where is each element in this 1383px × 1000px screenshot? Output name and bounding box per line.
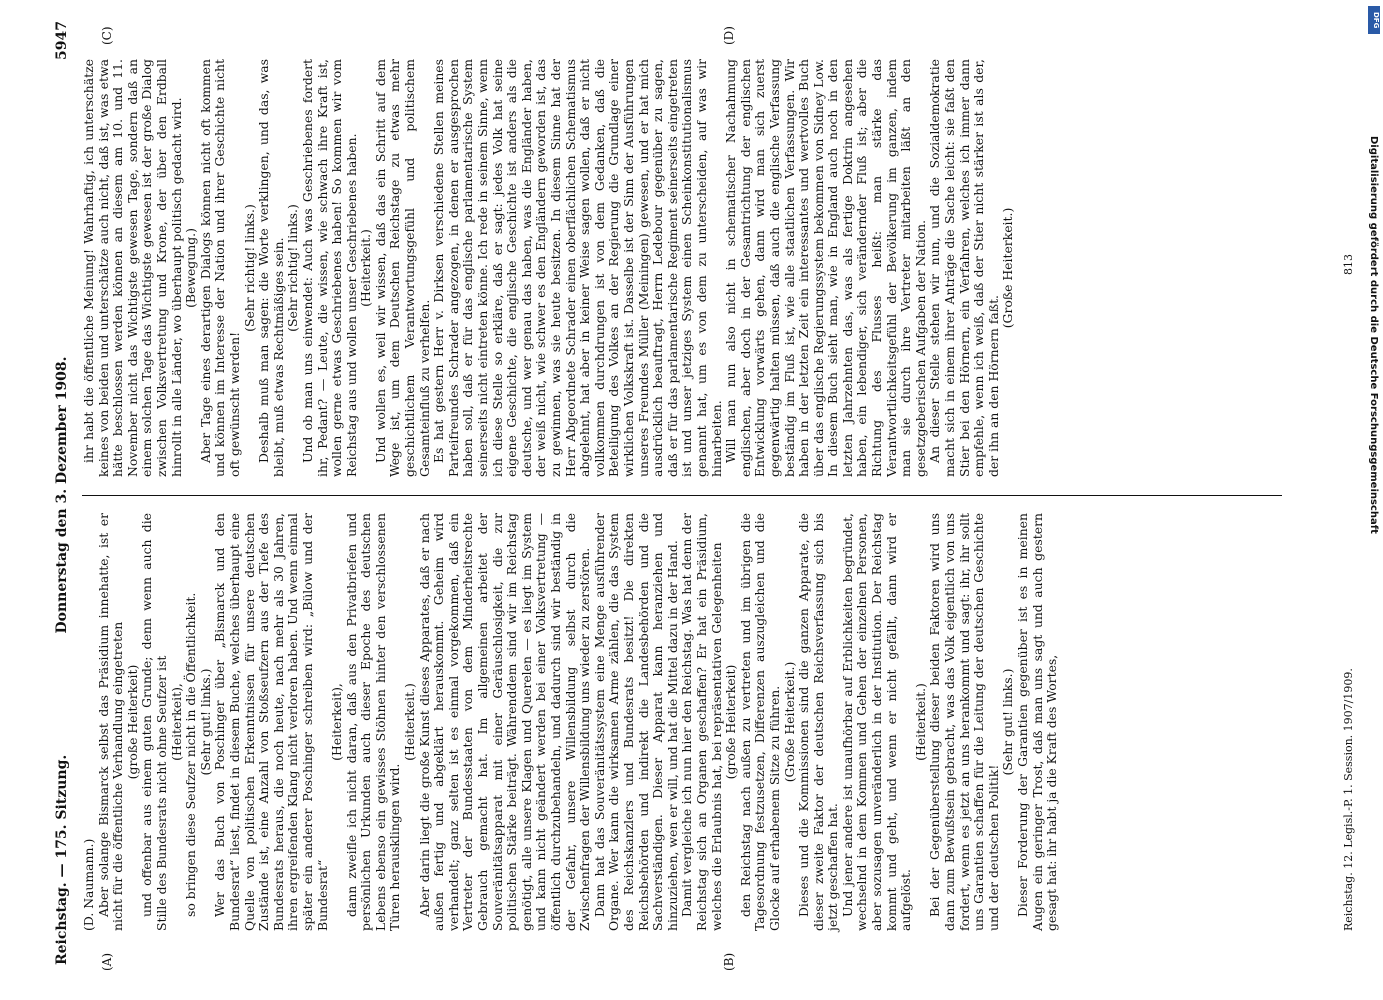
- paragraph: den Reichstag nach außen zu vertreten und im übrigen die Tagesordnung festzusetzen, Differenzen auszugleichen und die Glocke auf erhabenem Sitze zu führen.: [737, 513, 782, 931]
- digitization-credit: [1365, 6, 1381, 996]
- rotated-page: [52, 15, 1372, 975]
- paragraph: Aber Tage eines derartigen Dialogs können nicht oft kommen und können im Interesse der Nation und ihrer Geschichte nicht oft gewünscht werden!: [197, 59, 242, 477]
- paragraph: Dieses und die Kommissionen sind die ganzen Apparate, die dieser zweite Faktor der deutschen Reichsverfassung sich bis jetzt geschaffen hat.: [796, 513, 841, 931]
- margin-mark-d: (D): [722, 26, 736, 45]
- paragraph: (Sehr gut! links.): [197, 668, 213, 776]
- paragraph: (Sehr gut! links.): [1000, 668, 1016, 776]
- paragraph: dann zweifle ich nicht daran, daß aus den Privatbriefen und persönlichen Urkunden auch dieser Epoche des deutschen Lebens ebenso ein gewisses Stöhnen hinter den verschlossenen Türen herausklingen wird.: [343, 513, 403, 931]
- paragraph: Dann hat das Souveränitätssystem eine Menge ausführender Organe. Wer kann die wirksamen Arme zählen, die das System des Reichskanzlers und Bundesrats besitzt! Die direkten Reichsbehörden und indirekt die Landesbehörden und die Sachverständigen. Dieser Apparat kann heranziehen und hinzuziehen, wen er will, und hat die Mittel dazu in der Hand.: [591, 513, 680, 931]
- paragraph: Und ob man uns einwendet: Auch was Geschriebenes fordert ihr, Pedant? — Leute, die wissen, wie schwach ihre Kraft ist, wollen gerne etwas Geschriebenes haben! So kommen wir vom Reichstag aus und wollen unser Geschriebenes haben.: [299, 59, 359, 477]
- paragraph: (Heiterkeit.): [402, 683, 418, 761]
- paragraph: Und jener andere ist unaufhörbar auf Erblichkeiten begründet, wechselnd in dem Kommen und Gehen der einzelnen Personen, aber sozusagen unveränderlich in der Institution. Der Reichstag kommt und geht, und wenn er nicht gefällt, dann wird er aufgelöst.: [839, 513, 914, 931]
- paragraph: Will man nun also nicht in schematischer Nachahmung englischen, aber doch in der Gesamtrichtung der englischen Entwicklung vorwärts gehen, dann wird man sich zuerst gegenwärtig halten müssen, daß auch die englische Verfassung beständig im Fluß ist, wie alle staatlichen Verfassungen. Wir haben in der letzten Zeit ein interessantes und wertvolles Buch über das englische Regierungssystem bekommen von Sidney Low. In diesem Buch sieht man, wie in England auch noch in den letzten Jahrzehnten das, was als fertige Doktrin angesehen haben, ein lebendiger, sich verändernder Fluß ist; aber die Richtung des Flusses heißt: man stärke das Verantwortlichkeitsgefühl der Bevölkerung im ganzen, indem man sie durch ihre Vertreter mitarbeiten läßt an den gesetzgeberischen Aufgaben der Nation.: [723, 59, 928, 477]
- paragraph: Dieser Forderung der Garantien gegenüber ist es in meinen Augen ein geringer Trost, daß man uns sagt und auch gestern gesagt hat: ihr habt ja die Kraft des Wortes,: [1015, 513, 1060, 931]
- footer-session: Reichstag. 12. Legisl.-P. 1. Session. 1907/1909.: [1342, 668, 1355, 931]
- margin-mark-b: (B): [722, 952, 736, 971]
- paragraph: (Heiterkeit),: [168, 683, 184, 761]
- credit-text: Digitalisierung gefördert durch die Deutsche Forschungsgemeinschaft: [1368, 136, 1379, 534]
- paragraph: (Große Heiterkeit.): [1000, 207, 1016, 329]
- speaker-note: (D. Naumann.): [81, 838, 96, 931]
- paragraph: Wer das Buch von Poschinger über „Bismarck und den Bundesrat“ liest, findet in diesem Buche, welches überhaupt eine Quelle von politischen Erkenntnissen für unsere deutschen Zustände ist, eine Anzahl von Stoßseufzern aus der Tiefe des Bundesrats heraus, die noch heute, nach mehr als 30 Jahren, ihren ergreifenden Klang nicht verloren haben. Und wenn einmal später ein anderer Poschinger schreiben wird: „Bülow und der Bundesrat“: [212, 513, 330, 931]
- paragraph: Aber solange Bismarck selbst das Präsidium innehatte, ist er nicht für die öffentliche Verhandlung eingetreten: [95, 513, 126, 931]
- paragraph: Deshalb muß man sagen: die Worte verklingen, und das, was bleibt, muß etwas Rechtmäßiges sein.: [256, 59, 286, 477]
- footer-page-number: 813: [1342, 254, 1355, 275]
- column-divider: [82, 495, 1282, 496]
- paragraph: ihr habt die öffentliche Meinung! Wahrhaftig, ich unterschätze keines von beiden und unterschätze auch nicht, daß ist, was etwa hätte beschlossen werden können an diesem am 10. und 11. November nicht das Wichtigste gewesen Tage, sondern daß an einem solchen Tage das Wichtigste gewesen ist der große Dialog zwischen Volksvertretung und Krone, der über den Erdball hinrollt in alle Länder, wo überhaupt politisch gedacht wird.: [81, 59, 184, 477]
- paragraph: Und wollen es, weil wir wissen, daß das ein Schritt auf dem Wege ist, um dem Deutschen Reichstage zu etwas mehr geschichtlichem Verantwortungsgefühl und politischem Gesamteinfluß zu verhelfen.: [372, 59, 432, 477]
- page-number: 5947: [54, 21, 70, 60]
- paragraph: (Sehr richtig! links.): [285, 204, 301, 332]
- header-date: Donnerstag den 3. Dezember 1908.: [54, 356, 70, 634]
- paragraph: (große Heiterkeit): [723, 664, 739, 780]
- paragraph: (Sehr richtig! links.): [241, 204, 257, 332]
- paragraph: Es hat gestern Herr v. Dirksen verschiedene Stellen meines Parteifreundes Schrader angezogen, in denen er ausgesprochen haben soll, daß er für das englische parlamentarische System seinerseits nicht eintreten könne. Ich rede in seinem Sinne, wenn ich diese Stelle so erkläre, daß er sagt: jedes Volk hat seine eigene Geschichte, die englische Geschichte ist anders als die deutsche, und wer genau das haben, was die Engländer haben, der weiß nicht, wie schwer es den Engländern geworden ist, das zu gewinnen, was sie heute besitzen. In diesem Sinne hat der Herr Abgeordnete Schrader einen oberflächlichen Schematismus abgelehnt, hat aber in keiner Weise sagen wollen, daß er nicht vollkommen durchdrungen ist von dem Gedanken, daß die Beteiligung des Volkes an der Regierung die Grundlage einer wirklichen Volkskraft ist. Dasselbe ist der Sinn der Ausführungen unseres Freundes Müller (Meiningen) gewesen, und er hat mich ausdrücklich beauftragt, Herrn Ledebour gegenüber zu sagen, daß er für das parlamentarische Regiment seinerseits eingetreten ist und unser jetziges System einen Scheinkonstitutionalismus genannt hat, um es von dem zu unterscheiden, auf was wir hinarbeiten.: [431, 59, 724, 477]
- paragraph: (große Heiterkeit): [124, 664, 140, 780]
- header-left: Reichstag. — 175. Sitzung.: [54, 754, 70, 965]
- paragraph: (Große Heiterkeit.): [781, 661, 797, 783]
- left-column: [82, 513, 1060, 931]
- paragraph: (Heiterkeit.): [912, 683, 928, 761]
- right-column: [82, 59, 1016, 477]
- paragraph: An dieser Stelle stehen wir nun, und die Sozialdemokratie macht sich in einem ihrer Anträge die Sache leicht: sie faßt den Stier bei den Hörnern, ein Verfahren, welches ich immer dann empfehle, wenn ich weiß, daß der Stier nicht stärker ist als der, der ihn an den Hörnern faßt.: [927, 59, 1001, 477]
- margin-mark-c: (C): [100, 26, 114, 45]
- paragraph: so bringen diese Seufzer nicht in die Öffentlichkeit.: [183, 592, 199, 917]
- paragraph: (Bewegung.): [183, 228, 199, 308]
- paragraph: und offenbar aus einem guten Grunde; denn wenn auch die Stille des Bundesrats nicht ohne Seufzer ist: [139, 513, 169, 931]
- margin-mark-a: (A): [100, 952, 114, 971]
- paragraph: (Heiterkeit.): [358, 229, 374, 307]
- paragraph: Bei der Gegenüberstellung dieser beiden Faktoren wird uns dann zum Bewußtsein gebracht, was das Volk eigentlich von uns fordert, wenn es jetzt an uns herankommt und sagt: ihr, ihr sollt uns Garantien schaffen für die Leitung der deutschen Geschichte und der deutschen Politik!: [927, 513, 1001, 931]
- paragraph: (Heiterkeit),: [329, 683, 345, 761]
- paragraph: Damit vergleiche ich nun hier den Reichstag. Was hat denn der Reichstag sich an Organen geschaffen? Er hat ein Präsidium, welches die Erlaubnis hat, bei repräsentativen Gelegenheiten: [679, 513, 724, 931]
- page-header: [52, 15, 78, 975]
- paragraph: Aber darin liegt die große Kunst dieses Apparates, daß er nach außen fertig und abgeklärt herauskommt. Geheim wird verhandelt; ganz selten ist es einmal vorgekommen, daß ein Vertreter der Bundesstaaten von dem Minderheitsrechte Gebrauch gemacht hat. Im allgemeinen arbeitet der Souveränitätsapparat mit einer Geräuschlosigkeit, die zur politischen Stärke beiträgt. Währenddem sind wir im Reichstag genötigt, alle unsere Klagen und Querelen — es liegt im System und kann nicht geändert werden bei einer Volksvertretung — öffentlich durchzubehandeln, und dadurch sind wir beständig in der Gefahr, unsere Willensbildung selbst durch die Zwischenfragen der Willensbildung uns wieder zu zerstören.: [416, 513, 593, 931]
- dfg-logo: DFG: [1368, 6, 1380, 34]
